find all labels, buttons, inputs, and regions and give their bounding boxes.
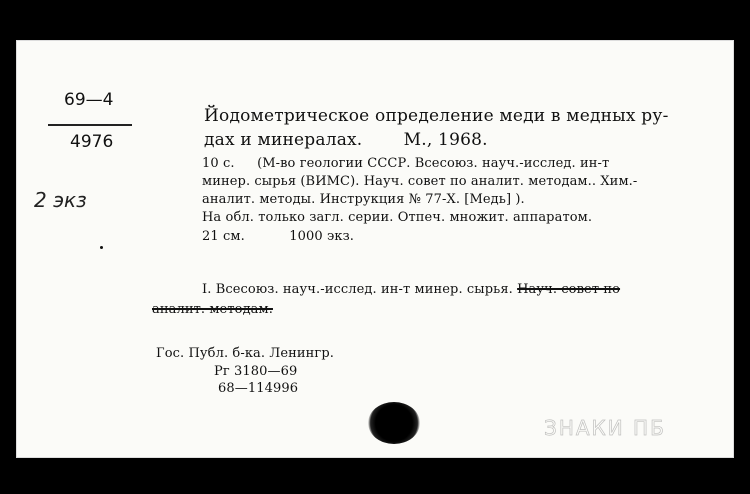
added-entry-line-1 bbox=[202, 282, 620, 297]
print-run: 1000 экз. bbox=[289, 229, 355, 244]
pages: 10 с. bbox=[202, 156, 235, 171]
description-line-3: аналит. методы. Инструкция № 77-Х. [Медь] ). bbox=[202, 192, 525, 207]
added-entry-organization: I. Всесоюз. науч.-исслед. ин-т минер. сырья. bbox=[202, 282, 513, 297]
imprint: М., 1968. bbox=[403, 130, 488, 150]
struck-entry-part-1: Науч. совет по bbox=[517, 282, 621, 297]
call-number-divider bbox=[48, 124, 132, 126]
physical-description bbox=[202, 229, 354, 244]
accession-number: 68—114996 bbox=[218, 381, 299, 396]
title-line-2-text: дах и минералах. bbox=[204, 130, 363, 150]
call-number-top: 69—4 bbox=[64, 90, 114, 110]
library-name: Гос. Публ. б-ка. Ленингр. bbox=[156, 346, 334, 361]
struck-entry-part-2: аналит. методам. bbox=[152, 302, 273, 317]
title-line-2 bbox=[204, 130, 488, 150]
record-number: Рг 3180—69 bbox=[214, 364, 298, 379]
faded-stamp: ЗНАКИ ПБ bbox=[544, 416, 666, 440]
handwritten-copies-note: 2 экз bbox=[34, 188, 87, 212]
description-line-2: минер. сырья (ВИМС). Науч. совет по аналит. методам.. Хим.- bbox=[202, 174, 638, 189]
title-line-1: Йодометрическое определение меди в медных ру- bbox=[204, 106, 669, 126]
description-line-1 bbox=[202, 156, 609, 171]
ink-speck bbox=[100, 246, 103, 249]
size: 21 см. bbox=[202, 229, 245, 244]
series-statement: (М-во геологии СССР. Всесоюз. науч.-исслед. ин-т bbox=[257, 156, 610, 171]
ink-blot bbox=[368, 402, 420, 444]
catalog-card bbox=[16, 40, 734, 458]
note-line: На обл. только загл. серии. Отпеч. множит. аппаратом. bbox=[202, 210, 593, 225]
call-number-bottom: 4976 bbox=[70, 132, 114, 152]
